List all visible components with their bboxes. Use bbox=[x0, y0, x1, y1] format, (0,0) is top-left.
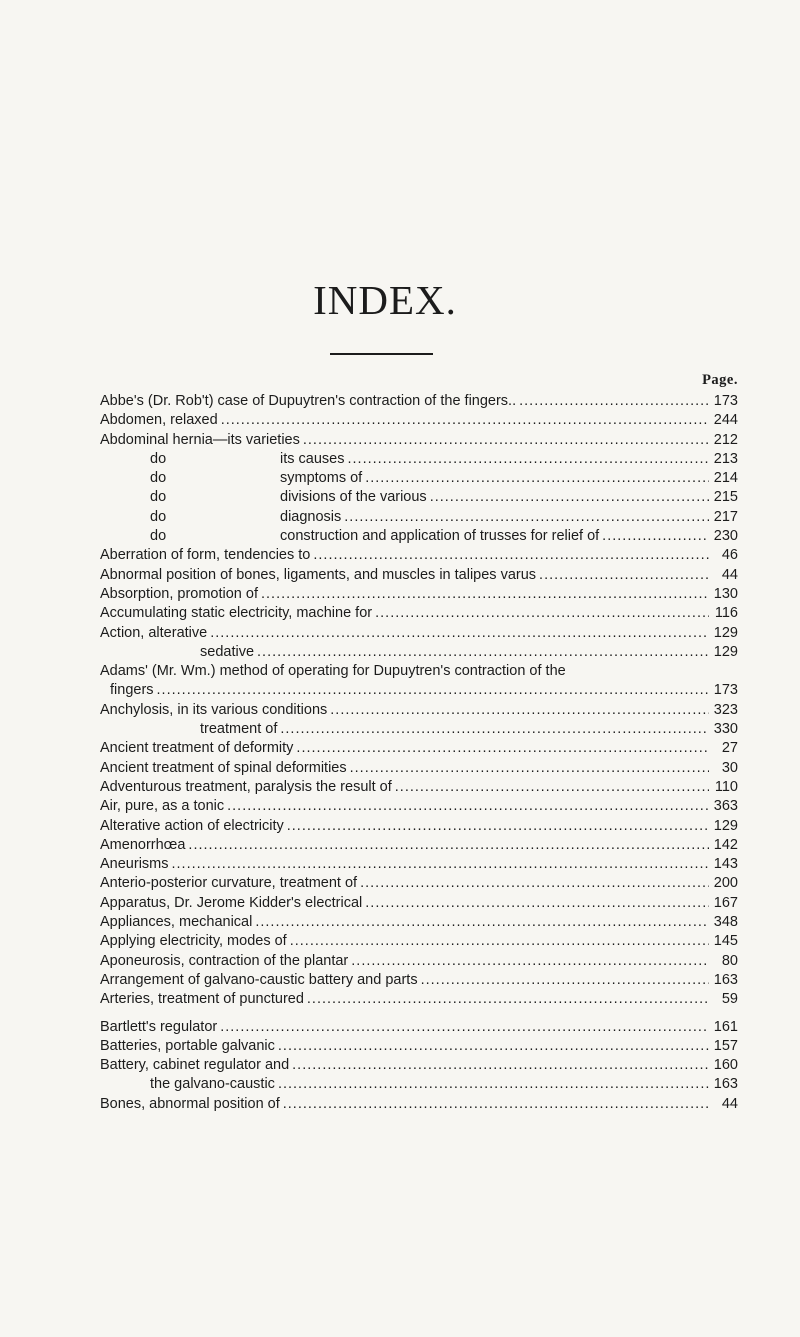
index-entry bbox=[100, 894, 738, 913]
index-entry bbox=[100, 1095, 738, 1114]
dot-leader bbox=[330, 701, 709, 720]
entry-text: treatment of bbox=[200, 721, 278, 738]
index-subentry bbox=[100, 469, 738, 488]
dot-leader bbox=[539, 566, 709, 585]
dot-leader bbox=[350, 759, 709, 778]
dot-leader bbox=[360, 874, 709, 893]
index-entry bbox=[100, 701, 738, 720]
entry-text: Adams' (Mr. Wm.) method of operating for Dupuytren's contraction of the bbox=[100, 663, 566, 680]
dot-leader bbox=[351, 952, 709, 971]
index-entry bbox=[100, 836, 738, 855]
page-number: 213 bbox=[713, 450, 738, 467]
index-entry bbox=[100, 624, 738, 643]
page-number: 167 bbox=[713, 894, 738, 911]
entry-text: divisions of the various bbox=[280, 489, 427, 506]
entry-text: Arteries, treatment of punctured bbox=[100, 991, 304, 1008]
page-number: 160 bbox=[713, 1057, 738, 1074]
entry-text: Ancient treatment of deformity bbox=[100, 740, 294, 757]
dot-leader bbox=[210, 624, 709, 643]
index-entry bbox=[100, 546, 738, 565]
page-number: 212 bbox=[713, 431, 738, 448]
page-number: 363 bbox=[713, 798, 738, 815]
dot-leader bbox=[303, 431, 709, 450]
page-number: 27 bbox=[721, 740, 738, 757]
index-entry bbox=[100, 604, 738, 623]
index-subentry bbox=[100, 527, 738, 546]
entry-text: Abdomen, relaxed bbox=[100, 412, 218, 429]
index-subentry bbox=[100, 450, 738, 469]
entry-text: Action, alterative bbox=[100, 624, 208, 641]
page-title: INDEX. bbox=[313, 277, 457, 323]
index-entry bbox=[100, 932, 738, 951]
index-entry bbox=[100, 874, 738, 893]
index-entry bbox=[100, 759, 738, 778]
page-number: 244 bbox=[713, 412, 738, 429]
entry-text: Anchylosis, in its various conditions bbox=[100, 701, 328, 718]
page-number: 143 bbox=[713, 856, 738, 873]
entry-text: Amenorrhœa bbox=[100, 836, 186, 853]
entry-text: construction and application of trusses for relief of bbox=[280, 528, 600, 545]
dot-leader bbox=[280, 720, 709, 739]
index-subentry bbox=[100, 720, 738, 739]
dot-leader bbox=[261, 585, 709, 604]
ditto-mark: do bbox=[150, 508, 167, 525]
page-number: 163 bbox=[713, 1076, 738, 1093]
entry-text: Ancient treatment of spinal deformities bbox=[100, 759, 347, 776]
index-list bbox=[100, 392, 738, 1114]
index-entry bbox=[100, 739, 738, 758]
title-rule bbox=[330, 353, 433, 355]
dot-leader bbox=[172, 855, 710, 874]
page-number: 44 bbox=[721, 1095, 738, 1112]
page-number: 200 bbox=[713, 875, 738, 892]
entry-text: symptoms of bbox=[280, 470, 363, 487]
dot-leader bbox=[257, 643, 709, 662]
entry-text: Batteries, portable galvanic bbox=[100, 1037, 275, 1054]
page-number: 323 bbox=[713, 701, 738, 718]
entry-text: diagnosis bbox=[280, 508, 342, 525]
page-column-header: Page. bbox=[702, 372, 738, 388]
index-entry bbox=[100, 855, 738, 874]
page-number: 215 bbox=[713, 489, 738, 506]
entry-text: Abbe's (Dr. Rob't) case of Dupuytren's contraction of the fingers.. bbox=[100, 393, 517, 409]
dot-leader bbox=[287, 817, 709, 836]
page-number: 145 bbox=[713, 933, 738, 950]
ditto-mark: do bbox=[150, 489, 167, 506]
dot-leader bbox=[313, 546, 709, 565]
dot-leader bbox=[395, 778, 709, 797]
index-entry bbox=[100, 431, 738, 450]
index-entry bbox=[100, 585, 738, 604]
page-number: 214 bbox=[713, 470, 738, 487]
index-entry bbox=[100, 392, 738, 411]
page-number: 129 bbox=[713, 817, 738, 834]
page-number: 80 bbox=[721, 952, 738, 969]
entry-text: Appliances, mechanical bbox=[100, 914, 253, 931]
entry-text: Applying electricity, modes of bbox=[100, 933, 287, 950]
entry-text: Arrangement of galvano-caustic battery and parts bbox=[100, 971, 418, 988]
dot-leader bbox=[519, 392, 709, 411]
page-number: 217 bbox=[713, 508, 738, 525]
dot-leader bbox=[188, 836, 709, 855]
page-number: 129 bbox=[713, 624, 738, 641]
dot-leader bbox=[347, 450, 709, 469]
dot-leader bbox=[278, 1075, 709, 1094]
page-number: 44 bbox=[721, 566, 738, 583]
page-number: 30 bbox=[721, 759, 738, 776]
dot-leader bbox=[365, 894, 709, 913]
entry-text: Accumulating static electricity, machine for bbox=[100, 605, 373, 622]
index-entry bbox=[100, 411, 738, 430]
page-number: 173 bbox=[713, 393, 738, 409]
dot-leader bbox=[227, 797, 709, 816]
dot-leader bbox=[255, 913, 709, 932]
page-number: 230 bbox=[713, 528, 738, 545]
index-entry bbox=[100, 971, 738, 990]
entry-text: Adventurous treatment, paralysis the result of bbox=[100, 778, 392, 795]
dot-leader bbox=[157, 681, 709, 700]
index-entry bbox=[100, 566, 738, 585]
page-number: 46 bbox=[721, 547, 738, 564]
index-entry bbox=[100, 797, 738, 816]
dot-leader bbox=[278, 1037, 709, 1056]
entry-text: Alterative action of electricity bbox=[100, 817, 284, 834]
index-entry bbox=[100, 817, 738, 836]
entry-text: Aneurisms bbox=[100, 856, 169, 873]
index-subentry bbox=[100, 643, 738, 662]
dot-leader bbox=[296, 739, 709, 758]
entry-text: Air, pure, as a tonic bbox=[100, 798, 225, 815]
page-number: 161 bbox=[713, 1018, 738, 1035]
entry-text: the galvano-caustic bbox=[150, 1076, 275, 1093]
page-number: 157 bbox=[713, 1037, 738, 1054]
index-subentry bbox=[100, 1075, 738, 1094]
entry-text: Absorption, promotion of bbox=[100, 585, 258, 602]
index-entry bbox=[100, 913, 738, 932]
page-number: 330 bbox=[713, 721, 738, 738]
page-number: 130 bbox=[713, 585, 738, 602]
index-entry-continuation bbox=[100, 681, 738, 700]
index-subentry bbox=[100, 488, 738, 507]
entry-text: Abnormal position of bones, ligaments, and muscles in talipes varus bbox=[100, 566, 537, 583]
page-number: 116 bbox=[714, 605, 738, 622]
dot-leader bbox=[430, 488, 709, 507]
dot-leader bbox=[344, 508, 709, 527]
entry-text: sedative bbox=[200, 643, 255, 660]
page-number: 129 bbox=[713, 643, 738, 660]
page-number: 163 bbox=[713, 971, 738, 988]
page-number: 59 bbox=[721, 991, 738, 1008]
entry-text: Aberration of form, tendencies to bbox=[100, 547, 311, 564]
dot-leader bbox=[283, 1095, 709, 1114]
dot-leader bbox=[292, 1056, 709, 1075]
entry-text: Abdominal hernia—its varieties bbox=[100, 431, 300, 448]
index-entry bbox=[100, 1018, 738, 1037]
index-entry bbox=[100, 952, 738, 971]
entry-text: Apparatus, Dr. Jerome Kidder's electrical bbox=[100, 894, 363, 911]
dot-leader bbox=[421, 971, 709, 990]
entry-text: Bones, abnormal position of bbox=[100, 1095, 280, 1112]
ditto-mark: do bbox=[150, 470, 167, 487]
index-entry bbox=[100, 990, 738, 1009]
entry-text: its causes bbox=[280, 450, 345, 467]
index-entry bbox=[100, 1037, 738, 1056]
index-entry bbox=[100, 1056, 738, 1075]
ditto-mark: do bbox=[150, 450, 167, 467]
page-number: 110 bbox=[714, 778, 738, 795]
entry-text: Anterio-posterior curvature, treatment of bbox=[100, 875, 358, 892]
page-number: 142 bbox=[713, 836, 738, 853]
entry-text: Aponeurosis, contraction of the plantar bbox=[100, 952, 349, 969]
dot-leader bbox=[221, 411, 709, 430]
entry-text: Bartlett's regulator bbox=[100, 1018, 218, 1035]
page-number: 173 bbox=[713, 682, 738, 699]
dot-leader bbox=[290, 932, 709, 951]
entry-text: fingers bbox=[110, 682, 154, 699]
dot-leader bbox=[220, 1018, 709, 1037]
dot-leader bbox=[375, 604, 709, 623]
index-entry bbox=[100, 778, 738, 797]
index-subentry bbox=[100, 508, 738, 527]
dot-leader bbox=[307, 990, 709, 1009]
page-number: 348 bbox=[713, 914, 738, 931]
dot-leader bbox=[602, 527, 709, 546]
index-entry bbox=[100, 662, 738, 681]
dot-leader bbox=[365, 469, 709, 488]
ditto-mark: do bbox=[150, 528, 167, 545]
entry-text: Battery, cabinet regulator and bbox=[100, 1057, 290, 1074]
